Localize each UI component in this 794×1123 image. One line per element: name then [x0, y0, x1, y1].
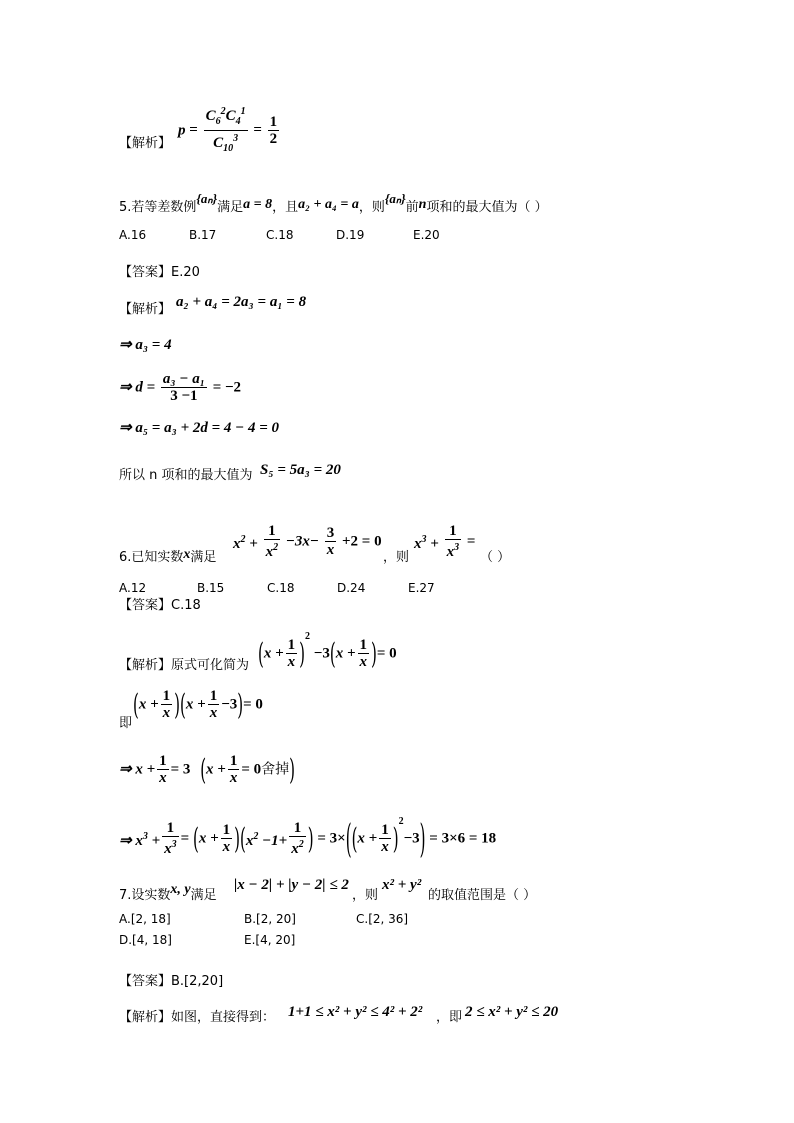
q7-ji-text: ，即: [436, 1010, 463, 1025]
q6-solution-step: ⇒ x + $\frac{1}{x}$ = 3 (x + $\frac{1}{x}$ = 0舍掉): [119, 752, 296, 787]
q7-option-b: B.[2, 20]: [244, 912, 296, 926]
q6-option-a: A.12: [119, 581, 147, 595]
q5-conclusion-text: 所以 n 项和的最大值为: [119, 468, 253, 483]
q7-inequality-1: 1+1 ≤ x² + y² ≤ 4² + 2²: [288, 1004, 423, 1020]
q7-question: 7.设实数x, y满足: [119, 882, 217, 903]
q5-option-b: B.17: [189, 228, 217, 242]
q7-option-e: E.[4, 20]: [244, 933, 296, 947]
q6-option-e: E.27: [408, 581, 435, 595]
q7-options-row1: [119, 911, 408, 927]
q5-option-e: E.20: [413, 228, 440, 242]
q5-conclusion-math: S₅ = 5a₃ = 20: [260, 462, 341, 478]
q6-factored-equation: (x + $\frac{1}{x}$ )(x + $\frac{1}{x}$ −3)= 0: [133, 687, 263, 722]
q7-inequality-2: 2 ≤ x² + y² ≤ 20: [465, 1004, 559, 1020]
q5-step4: ⇒ a₅ = a₃ + 2d = 4 − 4 = 0: [119, 420, 280, 436]
q6-option-d: D.24: [337, 581, 366, 595]
q5-step3: ⇒ d = $\frac{\text{a₃ − a₁}}{3 -1}$ = −2: [119, 371, 242, 404]
q6-answer: 【答案】C.18: [119, 598, 201, 613]
q7-option-c: C.[2, 36]: [356, 912, 409, 926]
q5-options: [119, 227, 440, 243]
q7-condition: |x − 2| + |y − 2| ≤ 2: [234, 877, 349, 893]
q6-option-b: B.15: [197, 581, 225, 595]
q5-question: 5.若等差数例{aₙ}满足a = 8，且a₂ + a₄ = a，则{aₙ}前n项和的最大值为（ ）: [119, 191, 548, 215]
q6-question: 6.已知实数x满足: [119, 547, 217, 565]
q5-step1: a₂ + a₄ = 2a₃ = a₁ = 8: [176, 294, 307, 310]
q7-option-a: A.[2, 18]: [119, 912, 171, 926]
q6-simplified-equation: (x + $\frac{1}{x}$ )$^2$ −3(x + $\frac{1}{x}$ )= 0: [258, 631, 397, 671]
q4-probability-formula: p = $\frac{C_6^2C_4^1}{C_{10}^3}$ = $\frac{1}{2}$: [178, 106, 278, 154]
q5-option-d: D.19: [336, 228, 365, 242]
q7-options-row2: [119, 932, 295, 948]
q7-question-tail: 的取值范围是（ ）: [428, 888, 537, 903]
q5-jiexi-label: 【解析】: [119, 302, 172, 317]
q5-option-c: C.18: [266, 228, 294, 242]
q4-jiexi-label: 【解析】: [119, 136, 172, 151]
q6-option-c: C.18: [267, 581, 295, 595]
q5-step2: ⇒ a₃ = 4: [119, 337, 172, 353]
q7-expression: x² + y²: [382, 877, 422, 893]
q6-jiexi-text: 【解析】原式可化简为: [119, 658, 250, 673]
q7-jiexi-text: 【解析】如图，直接得到：: [119, 1010, 276, 1025]
q6-target-expression: $x^3$ + $\frac{1}{x^3}$ =: [414, 523, 476, 560]
q5-answer: 【答案】E.20: [119, 265, 200, 280]
q6-sheqi: 舍掉: [261, 761, 290, 778]
q6-ze: ，则: [383, 550, 410, 565]
q6-parens: （ ）: [480, 550, 511, 565]
q6-condition-equation: $x^2$ + $\frac{1}{x^2}$ −3x− $\frac{3}{x}$ +2 = 0: [233, 523, 382, 560]
q5-option-a: A.16: [119, 228, 147, 242]
q7-option-d: D.[4, 18]: [119, 933, 172, 947]
q6-options: [119, 580, 435, 596]
q7-ze: ，则: [352, 888, 379, 903]
q6-final-step: ⇒ $x^3$ + $\frac{1}{x^3}$ = (x + $\frac{1}{x}$ )($x^2 -1+$ $\frac{1}{x^2}$ ) = 3×((x + $\frac{1}{x}$ )$^2$−3) = 3×6 = 18: [119, 815, 497, 862]
q7-answer: 【答案】B.[2,20]: [119, 974, 224, 989]
q6-ji: 即: [119, 716, 133, 731]
